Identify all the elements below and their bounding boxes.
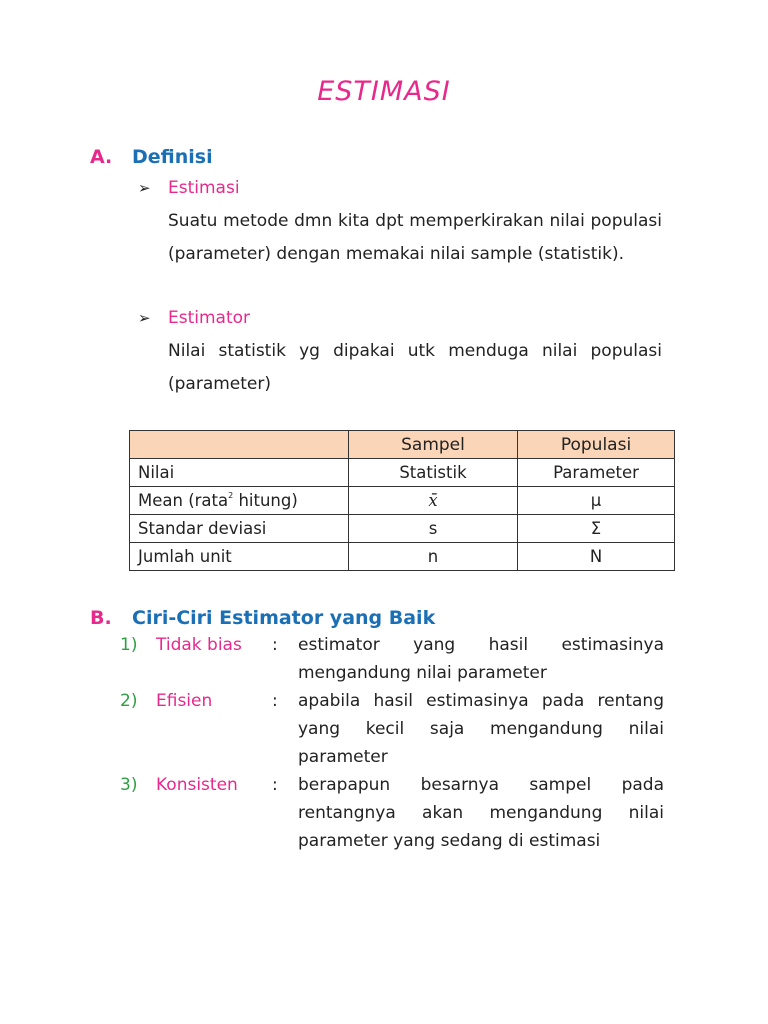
bullet-estimasi — [138, 178, 240, 198]
section-b-title: Ciri-Ciri Estimator yang Baik — [132, 607, 436, 629]
mean-label: Mean (rata — [138, 491, 229, 510]
section-a-title: Definisi — [132, 146, 213, 168]
mean-label-suffix: hitung) — [233, 491, 298, 510]
arrow-bullet-icon: ➢ — [138, 309, 151, 327]
table-cell: Standar deviasi — [130, 515, 349, 543]
criteria-colon: : — [272, 775, 278, 795]
bullet-estimator — [138, 308, 250, 328]
criteria-number: 3) — [120, 775, 138, 795]
criteria-name: Tidak bias — [156, 635, 242, 655]
criteria-number: 2) — [120, 691, 138, 711]
table-cell: Statistik — [349, 459, 518, 487]
criteria-colon: : — [272, 635, 278, 655]
table-header-cell: Populasi — [518, 431, 675, 459]
criteria-name: Efisien — [156, 691, 213, 711]
section-b-letter: B. — [90, 607, 112, 629]
table-cell: n — [349, 543, 518, 571]
table-cell: s — [349, 515, 518, 543]
page-title: ESTIMASI — [317, 76, 451, 107]
table-cell: μ — [518, 487, 675, 515]
table-header-cell — [130, 431, 349, 459]
table-cell: Nilai — [130, 459, 349, 487]
criteria-number: 1) — [120, 635, 138, 655]
criteria-colon: : — [272, 691, 278, 711]
section-a-letter: A. — [90, 146, 113, 168]
bullet-label: Estimasi — [168, 178, 240, 198]
comparison-table — [129, 430, 675, 571]
table-cell: Parameter — [518, 459, 675, 487]
criteria-description: berapapun besarnya sampel pada rentangnya akan mengandung nilai parameter yang sedang di estimasi — [298, 775, 664, 851]
table-row — [130, 487, 675, 515]
criteria-description: estimator yang hasil estimasinya mengandung nilai parameter — [298, 635, 664, 683]
table-cell: x̄ — [349, 487, 518, 515]
superscript: 2 — [228, 491, 234, 500]
criteria-name: Konsisten — [156, 775, 238, 795]
estimasi-definition: Suatu metode dmn kita dpt memperkirakan nilai populasi (parameter) dengan memakai nilai sample (statistik). — [168, 211, 662, 264]
section-a-heading — [90, 146, 213, 168]
table-row — [130, 515, 675, 543]
table-cell: N — [518, 543, 675, 571]
table-cell: Jumlah unit — [130, 543, 349, 571]
arrow-bullet-icon: ➢ — [138, 179, 151, 197]
table-cell — [130, 487, 349, 515]
table-header-cell: Sampel — [349, 431, 518, 459]
section-b-heading — [90, 607, 435, 629]
bullet-label: Estimator — [168, 308, 251, 328]
table-row — [130, 543, 675, 571]
table-cell: Σ — [518, 515, 675, 543]
estimator-definition: Nilai statistik yg dipakai utk menduga nilai populasi (parameter) — [168, 341, 662, 394]
table-row — [130, 459, 675, 487]
criteria-description: apabila hasil estimasinya pada rentang yang kecil saja mengandung nilai parameter — [298, 691, 664, 767]
table-header-row — [130, 431, 675, 459]
